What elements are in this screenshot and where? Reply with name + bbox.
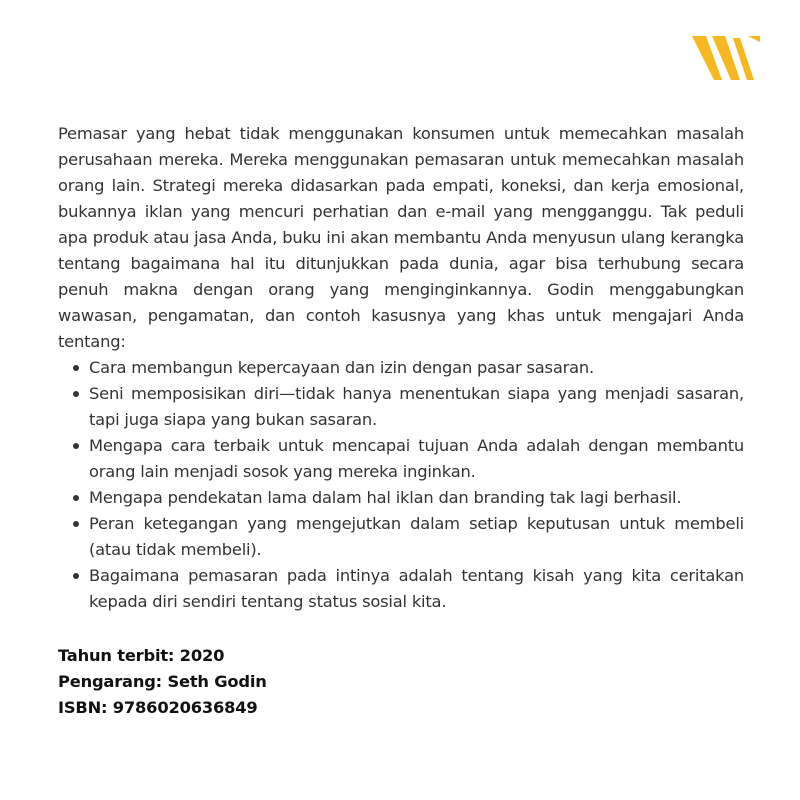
learning-points-list — [58, 355, 744, 615]
w-logo-icon — [692, 34, 762, 82]
list-item: Cara membangun kepercayaan dan izin dengan pasar sasaran. — [58, 355, 744, 381]
list-item: Mengapa cara terbaik untuk mencapai tujuan Anda adalah dengan membantu orang lain menjadi sosok yang mereka inginkan. — [58, 433, 744, 485]
publication-year: Tahun terbit: 2020 — [58, 646, 225, 665]
list-item: Seni memposisikan diri—tidak hanya menentukan siapa yang menjadi sasaran, tapi juga siapa yang bukan sasaran. — [58, 381, 744, 433]
book-description-block — [58, 121, 744, 615]
list-item: Mengapa pendekatan lama dalam hal iklan dan branding tak lagi berhasil. — [58, 485, 744, 511]
author: Pengarang: Seth Godin — [58, 672, 267, 691]
list-item: Bagaimana pemasaran pada intinya adalah tentang kisah yang kita ceritakan kepada diri sendiri tentang status sosial kita. — [58, 563, 744, 615]
book-metadata — [58, 643, 267, 721]
list-item: Peran ketegangan yang mengejutkan dalam setiap keputusan untuk membeli (atau tidak membeli). — [58, 511, 744, 563]
description-text: Pemasar yang hebat tidak menggunakan konsumen untuk memecahkan masalah perusahaan mereka. Mereka menggunakan pemasaran untuk memecahkan masalah orang lain. Strategi mereka didasarkan pada empati, koneksi, dan kerja emosional, bukannya iklan yang mencuri perhatian dan e-mail yang mengganggu. Tak peduli apa produk atau jasa Anda, buku ini akan membantu Anda menyusun ulang kerangka tentang bagaimana hal itu ditunjukkan pada dunia, agar bisa terhubung secara penuh makna dengan orang yang menginginkannya. Godin menggabungkan wawasan, pengamatan, dan contoh kasusnya yang khas untuk mengajari Anda tentang: — [58, 124, 744, 351]
isbn: ISBN: 9786020636849 — [58, 698, 258, 717]
